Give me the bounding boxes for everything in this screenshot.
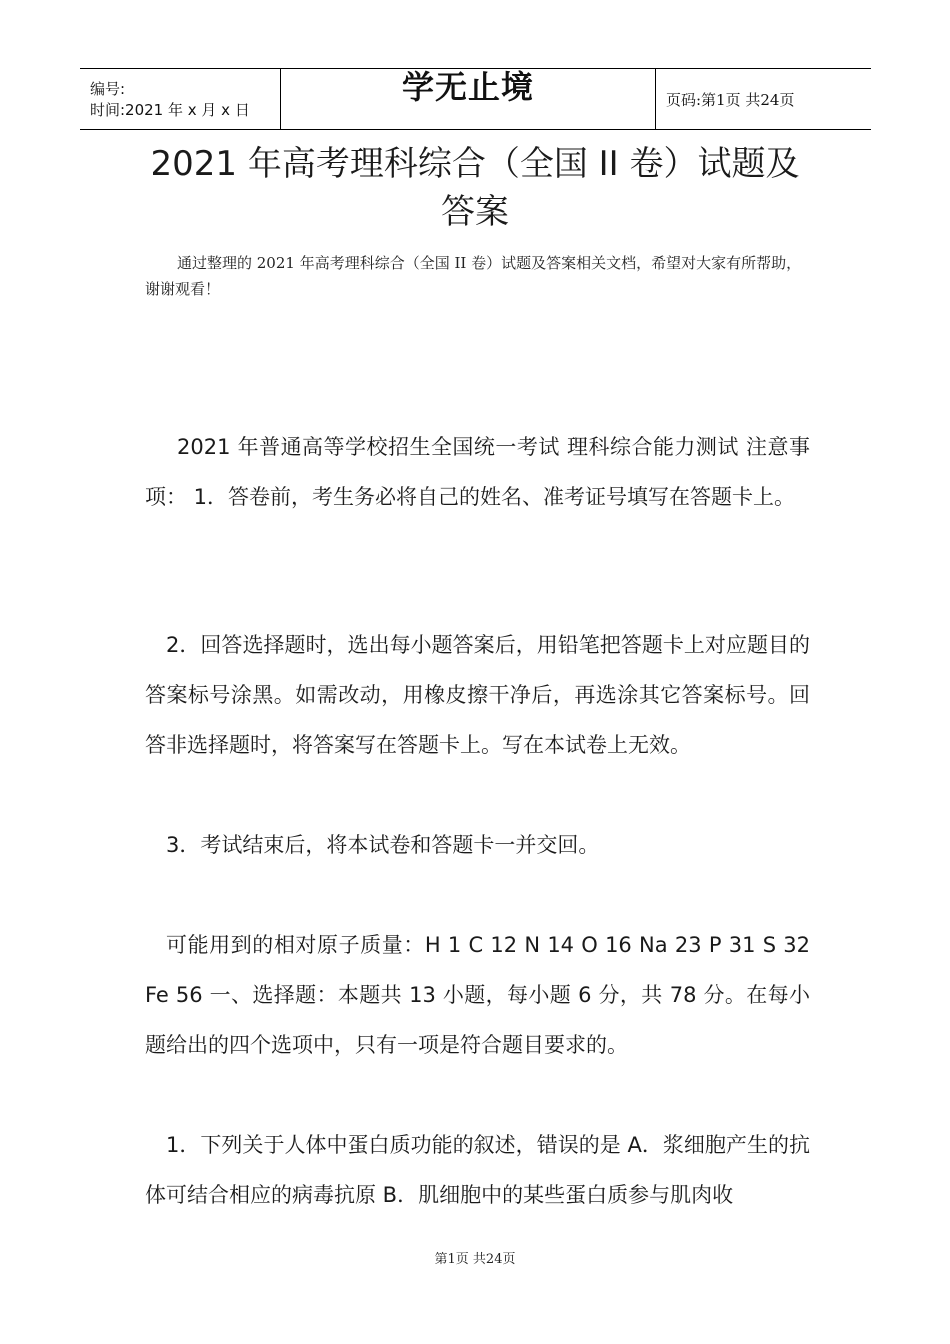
paragraph-instructions-3: 3．考试结束后，将本试卷和答题卡一并交回。	[166, 833, 600, 857]
header-page-info: 页码:第1页 共24页	[666, 91, 795, 109]
page-footer: 第1页 共24页	[434, 1252, 516, 1267]
document-title: 2021 年高考理科综合（全国 II 卷）试题及答案	[150, 144, 800, 232]
document-date-label: 时间:2021 年 x 月 x 日	[90, 101, 250, 119]
paragraph-instructions-2: 2．回答选择题时，选出每小题答案后，用铅笔把答题卡上对应题目的答案标号涂黑。如需改动，用橡皮擦干净后，再选涂其它答案标号。回答非选择题时，将答案写在答题卡上。写在本试卷上无效。	[145, 633, 810, 757]
paragraph-question-1: 1．下列关于人体中蛋白质功能的叙述，错误的是 A．浆细胞产生的抗体可结合相应的病毒抗原 B．肌细胞中的某些蛋白质参与肌肉收	[145, 1133, 810, 1207]
brand-title: 学无止境	[401, 68, 534, 106]
document-intro: 通过整理的 2021 年高考理科综合（全国 II 卷）试题及答案相关文档，希望对大家有所帮助，谢谢观看！	[145, 254, 802, 298]
document-number-label: 编号:	[90, 80, 126, 98]
page-header	[80, 68, 871, 130]
header-page-cell	[656, 69, 871, 129]
header-brand-cell	[281, 69, 656, 129]
paragraph-atomic-masses: 可能用到的相对原子质量：H 1 C 12 N 14 O 16 Na 23 P 31 S 32 Fe 56 一、选择题：本题共 13 小题，每小题 6 分，共 78 分。在每小题给出的四个选项中，只有一项是符合题目要求的。	[145, 933, 810, 1057]
header-meta	[80, 69, 281, 129]
paragraph-instructions-1: 2021 年普通高等学校招生全国统一考试 理科综合能力测试 注意事项： 1．答卷前，考生务必将自己的姓名、准考证号填写在答题卡上。	[145, 435, 810, 509]
